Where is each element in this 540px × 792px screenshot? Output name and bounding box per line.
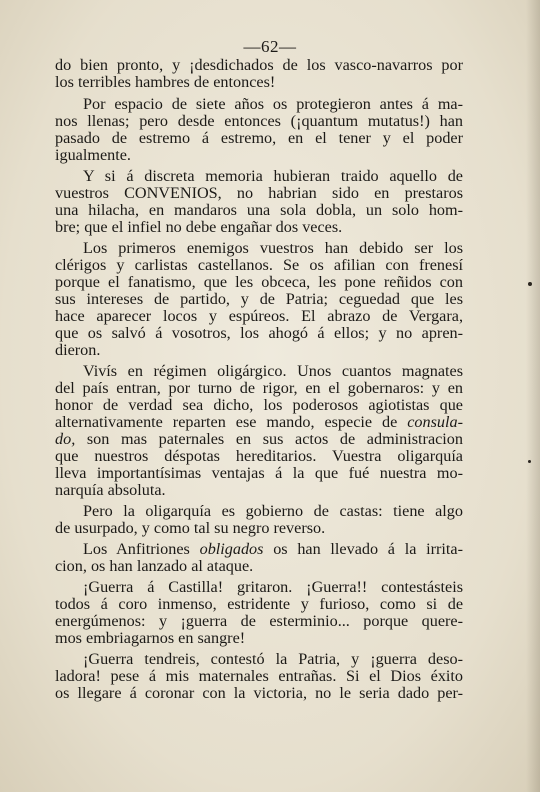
text-line: bre; que el infiel no debe engañar dos veces. [55,218,343,236]
text-line: Pero la oligarquía es gobierno de castas: tiene algo [83,502,463,520]
page-edge-shadow [526,0,540,792]
text-line: ladora! pese á mis maternales entrañas. Si el Dios éxito [55,667,463,685]
ink-spot [528,460,531,463]
page-number: —62— [243,37,297,56]
text-line: honor de verdad sea dicho, los poderosos agiotistas que [55,396,463,414]
text-line: dieron. [55,341,101,359]
text-line: Y si á discreta memoria hubieran traido aquello de [83,167,463,185]
text-line: ¡Guerra á Castilla! gritaron. ¡Guerra!! contestásteis [83,578,463,596]
text-line: los terribles hambres de entonces! [55,73,276,91]
text-line: del país entran, por turno de rigor, en el gobernaros: y en [55,379,463,397]
text-line: ¡Guerra tendreis, contestó la Patria, y ¡guerra deso- [83,650,463,668]
text-line: pasado de estremo á estremo, en el tener y el poder [55,129,463,147]
text-line: Los Anfitriones obligados os han llevado á la irrita- [83,540,463,558]
italic-word: obligados [199,540,264,558]
text-line: hace aparecer locos y espúreos. El abrazo de Vergara, [55,307,463,325]
text-line: cion, os han lanzado al ataque. [55,557,254,575]
text-line: sus intereses de partido, y de Patria; ceguedad que les [55,290,463,308]
text-line: Por espacio de siete años os protegieron antes á ma- [83,95,463,113]
text-line: porque el fanatismo, que les obceca, les pone reñidos con [55,273,463,291]
text-line: mos embriagarnos en sangre! [55,629,246,647]
text-line: igualmente. [55,146,131,164]
text-line: de usurpado, y como tal su negro reverso. [55,519,326,537]
text-line: todos á coro inmenso, estridente y furioso, como si de [55,595,463,613]
text-line: que nuestros déspotas hereditarios. Vuestra oligarquía [55,447,463,465]
italic-word: consula- [407,413,463,431]
text-line: Los primeros enemigos vuestros han debido ser los [83,239,463,257]
text-line: alternativamente reparten ese mando, especie de consula- [55,413,463,431]
text-line: una hilacha, en mandaros una sola dobla, un solo hom- [55,201,463,219]
text-line: que os salvó á vosotros, los ahogó á ellos; y no apren- [55,324,463,342]
text-line: do, son mas paternales en sus actos de administracion [55,430,463,448]
text-line: vuestros CONVENIOS, no habrian sido en prestaros [55,184,463,202]
italic-word: do, [55,430,76,448]
text-line: do bien pronto, y ¡desdichados de los vasco-navarros por [55,56,463,74]
text-line: energúmenos: y ¡guerra de esterminio... porque quere- [55,612,463,630]
text-line: lleva importantísimas ventajas á la que fué nuestra mo- [55,464,463,482]
text-line: os llegare á coronar con la victoria, no le seria dado per- [55,684,463,702]
text-line: Vivís en régimen oligárgico. Unos cuantos magnates [83,362,463,380]
text-line: narquía absoluta. [55,481,166,499]
ink-spot [528,282,532,286]
text-line: clérigos y carlistas castellanos. Se os afilian con frenesí [55,256,463,274]
text-line: nos llenas; pero desde entonces (¡quantum mutatus!) han [55,112,463,130]
